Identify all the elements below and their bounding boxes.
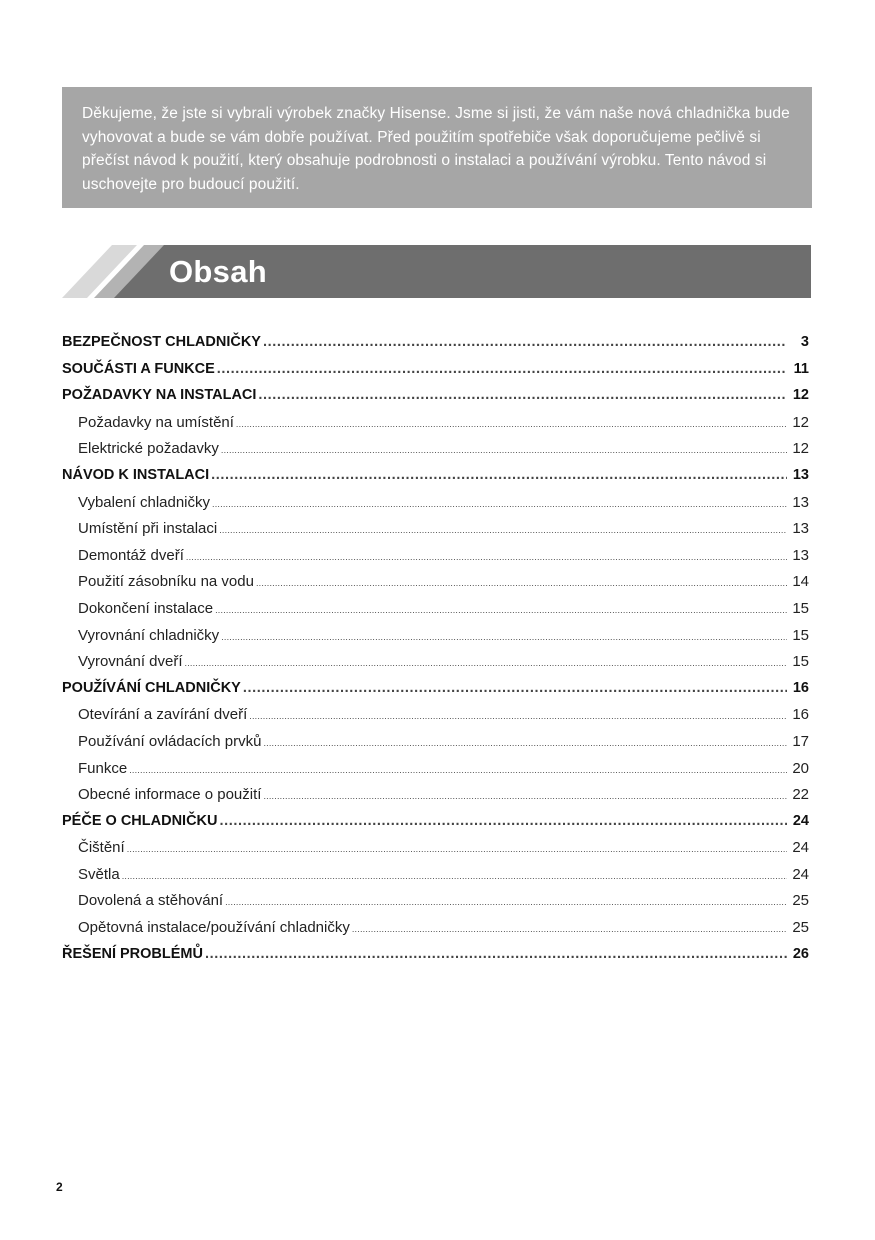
toc-entry-page: 15 (792, 599, 809, 617)
toc-entry-page: 3 (800, 334, 809, 350)
toc-entry-label: POUŽÍVÁNÍ CHLADNIČKY (62, 679, 241, 696)
toc-entry-label: Dovolená a stěhování (78, 892, 224, 910)
page-number: 2 (56, 1180, 63, 1194)
toc-section-entry[interactable] (62, 600, 809, 627)
toc-entry-label: Dokončení instalace (78, 599, 214, 617)
toc-section-entry[interactable] (62, 573, 809, 600)
toc-entry-page: 12 (792, 440, 809, 458)
toc-entry-page: 22 (792, 786, 809, 804)
toc-entry-label: Elektrické požadavky (78, 440, 219, 458)
toc-entry-page: 12 (792, 387, 809, 404)
toc-entry-label: Vyrovnání chladničky (78, 626, 220, 644)
toc-section-entry[interactable] (62, 892, 809, 919)
toc-dot-leader (352, 924, 787, 934)
table-of-contents (62, 334, 809, 972)
toc-entry-page: 11 (793, 360, 809, 377)
toc-chapter-entry[interactable] (62, 467, 809, 494)
toc-dot-leader (236, 419, 787, 429)
toc-dot-leader (243, 680, 787, 696)
toc-entry-page: 16 (792, 706, 809, 724)
toc-dot-leader (215, 605, 787, 615)
toc-entry-label: Světla (78, 865, 120, 883)
toc-entry-label: Demontáž dveří (78, 546, 184, 564)
toc-entry-page: 25 (792, 919, 809, 937)
toc-entry-page: 12 (792, 413, 809, 431)
toc-entry-page: 13 (792, 546, 809, 564)
toc-entry-label: POŽADAVKY NA INSTALACI (62, 387, 257, 404)
toc-dot-leader (221, 632, 787, 642)
toc-entry-label: Čištění (78, 839, 125, 857)
toc-section-entry[interactable] (62, 520, 809, 547)
toc-entry-page: 13 (792, 493, 809, 511)
toc-section-entry[interactable] (62, 653, 809, 680)
toc-entry-page: 24 (792, 812, 809, 829)
toc-section-entry[interactable] (62, 494, 809, 521)
toc-dot-leader (249, 711, 787, 721)
toc-section-entry[interactable] (62, 547, 809, 574)
toc-chapter-entry[interactable] (62, 813, 809, 840)
toc-entry-label: Použití zásobníku na vodu (78, 573, 254, 591)
toc-dot-leader (185, 658, 788, 668)
toc-entry-label: Opětovná instalace/používání chladničky (78, 919, 350, 937)
toc-chapter-entry[interactable] (62, 361, 809, 388)
toc-entry-label: Umístění při instalaci (78, 520, 218, 538)
toc-section-entry[interactable] (62, 440, 809, 467)
toc-entry-label: SOUČÁSTI A FUNKCE (62, 360, 215, 377)
toc-dot-leader (122, 871, 787, 881)
toc-chapter-entry[interactable] (62, 946, 809, 973)
toc-entry-page: 15 (792, 626, 809, 644)
toc-entry-page: 17 (792, 732, 809, 750)
toc-dot-leader (211, 467, 787, 483)
toc-dot-leader (205, 946, 787, 962)
toc-dot-leader (263, 791, 787, 801)
toc-entry-label: BEZPEČNOST CHLADNIČKY (62, 334, 261, 350)
toc-entry-page: 13 (792, 520, 809, 538)
toc-section-entry[interactable] (62, 414, 809, 441)
toc-chapter-entry[interactable] (62, 334, 809, 361)
toc-dot-leader (221, 445, 787, 455)
toc-dot-leader (219, 525, 787, 535)
toc-dot-leader (258, 387, 787, 403)
toc-entry-label: ŘEŠENÍ PROBLÉMŮ (62, 945, 203, 962)
toc-entry-page: 14 (792, 573, 809, 591)
toc-entry-label: Otevírání a zavírání dveří (78, 706, 248, 724)
toc-section-entry[interactable] (62, 760, 809, 787)
toc-section-entry[interactable] (62, 706, 809, 733)
toc-dot-leader (127, 844, 787, 854)
toc-dot-leader (129, 765, 787, 775)
toc-entry-page: 16 (792, 679, 809, 696)
toc-section-entry[interactable] (62, 627, 809, 654)
toc-entry-page: 13 (792, 466, 809, 483)
toc-section-entry[interactable] (62, 919, 809, 946)
toc-section-entry[interactable] (62, 866, 809, 893)
toc-dot-leader (219, 813, 787, 829)
title-banner (62, 245, 811, 298)
toc-dot-leader (263, 738, 787, 748)
toc-dot-leader (256, 578, 787, 588)
toc-entry-label: Vybalení chladničky (78, 493, 211, 511)
toc-entry-page: 26 (792, 945, 809, 962)
toc-entry-label: Obecné informace o použití (78, 786, 262, 804)
toc-section-entry[interactable] (62, 839, 809, 866)
toc-chapter-entry[interactable] (62, 680, 809, 707)
page-title: Obsah (169, 254, 267, 289)
toc-entry-page: 15 (792, 653, 809, 671)
toc-entry-page: 24 (792, 839, 809, 857)
toc-entry-label: Používání ovládacích prvků (78, 732, 262, 750)
toc-dot-leader (263, 334, 787, 350)
toc-dot-leader (225, 897, 787, 907)
intro-note (62, 87, 812, 208)
toc-entry-label: Požadavky na umístění (78, 413, 234, 431)
toc-entry-page: 25 (792, 892, 809, 910)
toc-entry-label: Funkce (78, 759, 128, 777)
toc-entry-page: 20 (792, 759, 809, 777)
toc-dot-leader (217, 361, 787, 377)
toc-entry-label: NÁVOD K INSTALACI (62, 466, 210, 483)
toc-chapter-entry[interactable] (62, 387, 809, 414)
toc-section-entry[interactable] (62, 733, 809, 760)
toc-entry-page: 24 (792, 865, 809, 883)
toc-dot-leader (186, 552, 787, 562)
toc-entry-label: PÉČE O CHLADNIČKU (62, 812, 218, 829)
intro-text: Děkujeme, že jste si vybrali výrobek značky Hisense. Jsme si jisti, že vám naše nová chladnička bude vyhovovat a bude se vám dobře používat. Před použitím spotřebiče však doporučujeme pečlivě si přečíst návod k použití, který obsahuje podrobnosti o instalaci a používání výrobku. Tento návod si uschovejte pro budoucí použití. (82, 105, 790, 193)
toc-dot-leader (212, 499, 787, 509)
toc-entry-label: Vyrovnání dveří (78, 653, 183, 671)
toc-section-entry[interactable] (62, 786, 809, 813)
